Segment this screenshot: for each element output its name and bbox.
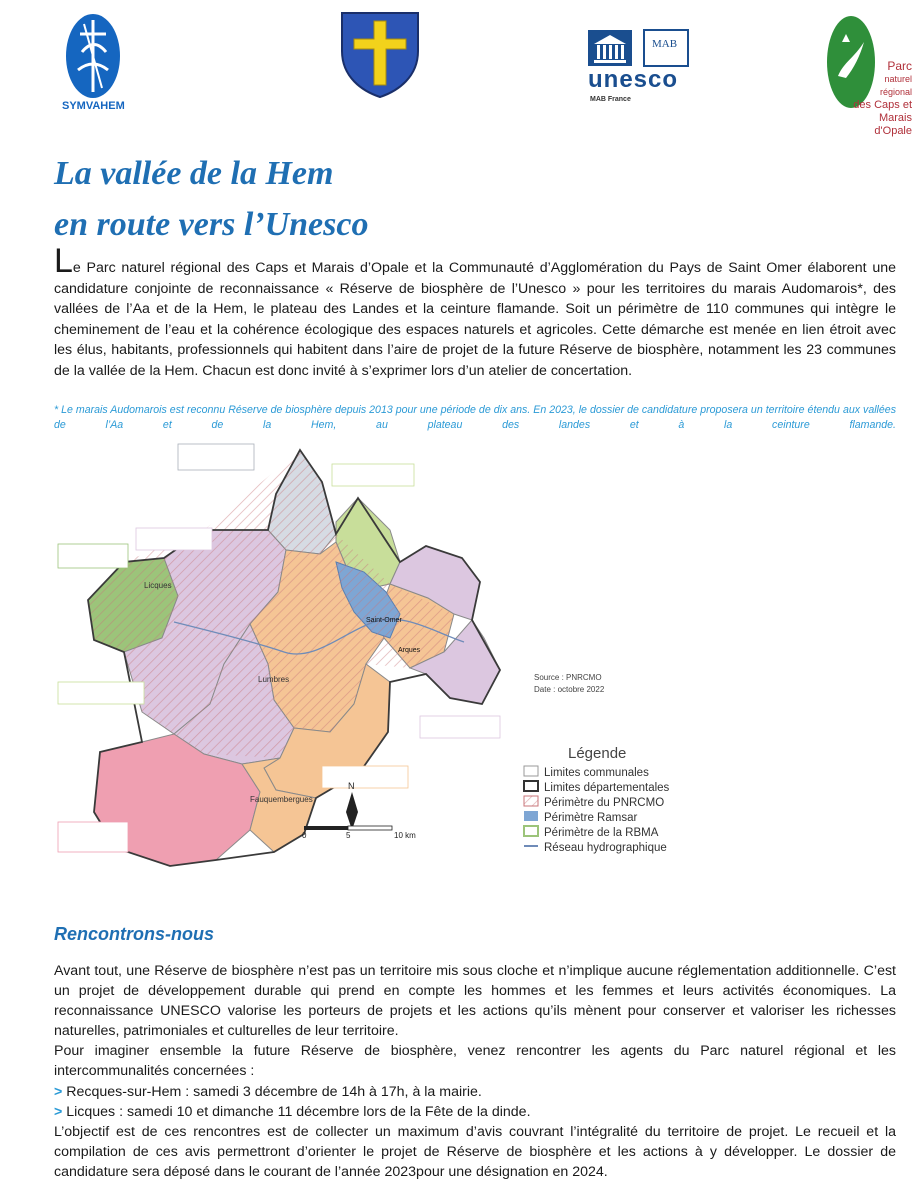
- territory-map: [54, 442, 694, 904]
- parc-caption: [842, 60, 912, 138]
- arrow-icon: >: [54, 1083, 63, 1100]
- title-line-2: en route vers l’Unesco: [54, 206, 369, 243]
- map-date: Date : octobre 2022: [534, 685, 605, 694]
- coat-of-arms-icon: [340, 11, 420, 99]
- north-label: N: [348, 781, 355, 791]
- symvahem-caption: SYMVAHEM: [62, 100, 125, 112]
- north-arrow-icon: [346, 792, 358, 830]
- footnote: * Le marais Audomarois est reconnu Réserve de biosphère depuis 2013 pour une période de dix ans. En 2023, le dossier de candidature proposera un territoire étendu aux vallées de l’Aa et de la Hem, au plateau des landes et à la ceinture flamande.: [54, 404, 896, 431]
- arrow-icon: >: [54, 1103, 63, 1120]
- intro-paragraph: [54, 242, 896, 382]
- title-line-1: La vallée de la Hem: [54, 155, 334, 192]
- legend-item-6: Réseau hydrographique: [544, 842, 667, 854]
- unesco-wordmark: unesco: [588, 66, 679, 93]
- symvahem-logo-icon: [62, 12, 124, 100]
- list-item: [54, 1082, 896, 1102]
- body-paragraph-1: Avant tout, une Réserve de biosphère n’est pas un territoire mis sous cloche et n’implique aucune réglementation additionnelle. C’est un projet de développement durable qui prend en compte les hommes et les femmes et leurs activités économiques. La reconnaissance UNESCO valorise les porteurs de projets et les actions qu’ils mènent pour conserver et valoriser les richesses naturelles, patrimoniales et culturelles de leur territoire.: [54, 963, 896, 1040]
- scale-10: 10 km: [394, 831, 416, 840]
- item-text-1: Recques-sur-Hem : samedi 3 décembre de 14h à 17h, à la mairie.: [66, 1083, 482, 1100]
- parc-line2: naturel: [884, 74, 912, 84]
- town-saint-omer: Saint-Omer: [366, 617, 402, 624]
- town-fauquembergues: Fauquembergues: [250, 795, 313, 804]
- scale-5: 5: [346, 831, 351, 840]
- legend-item-3: Périmètre du PNRCMO: [544, 797, 665, 809]
- legend-item-5: Périmètre de la RBMA: [544, 827, 659, 839]
- body-paragraph-3: L’objectif est de ces rencontres est de collecter un maximum d’avis couvrant l’intégralité du territoire de projet. Le recueil et la compilation de ces avis permettront d’orienter le projet de Réserve de biosphère et les actions à y développer. Le dossier de candidature sera déposé dans le courant de l’année 2023pour une désignation en 2024.: [54, 1123, 896, 1180]
- item-text-2: Licques : samedi 10 et dimanche 11 décembre lors de la Fête de la dinde.: [66, 1103, 531, 1120]
- legend: [524, 766, 670, 854]
- town-lumbres: Lumbres: [258, 675, 290, 684]
- logo-bar: [0, 0, 920, 140]
- scale-0: 0: [302, 831, 307, 840]
- intro-text: e Parc naturel régional des Caps et Marais d’Opale et la Communauté d’Agglomération du Pays de Saint Omer élaborent une candidature conjointe de reconnaissance « Réserve de biosphère de l’Unesco » pour les territoires du marais Audomarois*, des vallées de l’Aa et de la Hem, le plateau des Landes et la ceinture flamande. Soit un périmètre de 110 communes qui intègre le cheminement de l’eau et la cohérence écologique des espaces naturels et agricoles. Cette démarche est menée en lien étroit avec les élus, habitants, professionnels qui habitent dans l’aire de projet de la future Réserve de biosphère, notamment les 23 communes de la vallée de la Hem. Chacun est donc invité à s’exprimer lors d’un atelier de concertation.: [54, 260, 896, 379]
- list-item: [54, 1102, 896, 1122]
- town-licques: Licques: [144, 581, 172, 590]
- body-paragraph-2: Pour imaginer ensemble la future Réserve de biosphère, venez rencontrer les agents du Parc naturel régional et les intercommunalités concernées :: [54, 1043, 896, 1080]
- drop-cap: L: [54, 242, 73, 280]
- unesco-sub: MAB France: [590, 96, 631, 103]
- body-text: [54, 961, 896, 1182]
- parc-line1: Parc: [887, 59, 912, 73]
- unesco-seal-text: MAB: [652, 38, 678, 50]
- parc-line4: des Caps et: [853, 99, 912, 111]
- section-title: Rencontrons-nous: [54, 924, 214, 944]
- legend-item-1: Limites communales: [544, 767, 649, 779]
- pnr-hatch: [88, 450, 454, 758]
- scale-bar: [304, 826, 392, 830]
- page-title: [54, 148, 368, 250]
- parc-line5: Marais d'Opale: [874, 112, 912, 137]
- map-source: Source : PNRCMO: [534, 673, 602, 682]
- legend-title: Légende: [568, 745, 627, 762]
- parc-line3: régional: [879, 87, 912, 97]
- legend-item-4: Périmètre Ramsar: [544, 812, 638, 824]
- legend-item-2: Limites départementales: [544, 782, 670, 794]
- town-arques: Arques: [398, 647, 421, 654]
